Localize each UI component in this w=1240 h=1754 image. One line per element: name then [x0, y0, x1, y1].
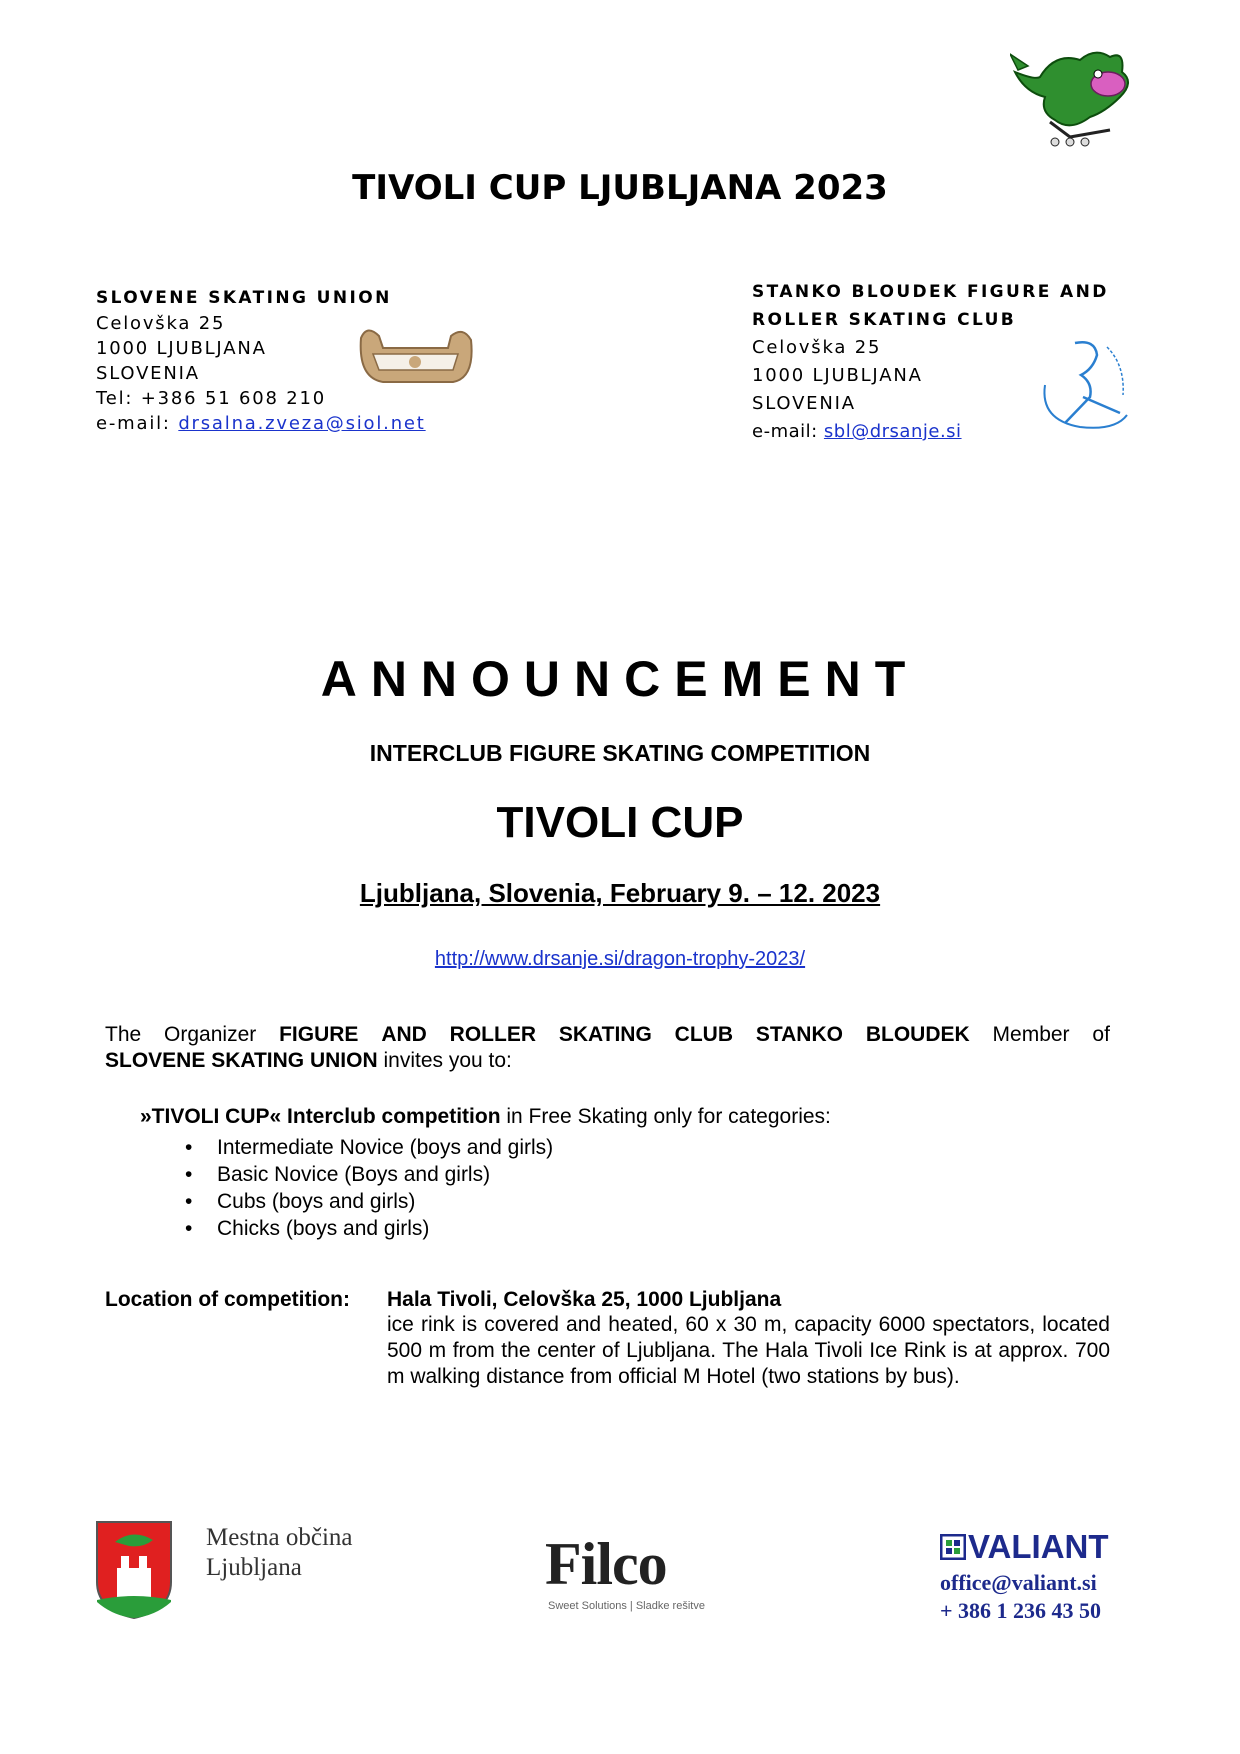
intro-word: FIGURE: [279, 1023, 359, 1046]
org-city: 1000 LJUBLJANA: [752, 365, 923, 386]
intro-word: Member: [992, 1023, 1070, 1046]
announcement-heading: ANNOUNCEMENT: [320, 651, 920, 707]
intro-line-1: [105, 1022, 1110, 1048]
intro-word: STANKO: [755, 1023, 843, 1046]
location-label: Location of competition:: [105, 1288, 350, 1311]
category-item: • Chicks (boys and girls): [185, 1215, 553, 1242]
valiant-icon: [940, 1534, 966, 1560]
intro-word: of: [1092, 1023, 1110, 1046]
dragon-mascot-logo: [1010, 42, 1150, 152]
category-item: • Cubs (boys and girls): [185, 1188, 553, 1215]
email-link[interactable]: drsalna.zveza@siol.net: [178, 413, 426, 434]
intro-word: The: [105, 1023, 142, 1046]
event-dates: Ljubljana, Slovenia, February 9. – 12. 2023: [359, 878, 881, 908]
intro-word: SKATING: [558, 1023, 652, 1046]
event-url-link[interactable]: http://www.drsanje.si/dragon-trophy-2023/: [434, 948, 806, 970]
email-link[interactable]: sbl@drsanje.si: [823, 421, 962, 442]
intro-word: AND: [381, 1023, 427, 1046]
org-email-line: [96, 411, 426, 436]
intro-invite: invites you to:: [377, 1049, 512, 1072]
valiant-phone: + 386 1 236 43 50: [940, 1598, 1102, 1623]
categories-list: [185, 1134, 553, 1242]
skating-union-logo: [353, 318, 478, 390]
categories-heading: [140, 1105, 831, 1129]
skater-club-logo: [1035, 335, 1135, 435]
org-country: SLOVENIA: [752, 393, 856, 414]
categories-heading-bold: »TIVOLI CUP« Interclub competition: [140, 1105, 501, 1128]
filco-tagline: Sweet Solutions | Sladke rešitve: [548, 1600, 705, 1612]
email-prefix: e-mail:: [752, 421, 824, 442]
valiant-name: VALIANT: [968, 1528, 1109, 1565]
union-name: SLOVENE SKATING UNION: [105, 1049, 378, 1072]
cup-title: TIVOLI CUP: [496, 798, 744, 847]
valiant-email: office@valiant.si: [940, 1570, 1097, 1595]
intro-word: Organizer: [164, 1023, 257, 1046]
valiant-sponsor: [940, 1528, 1109, 1624]
categories-heading-rest: in Free Skating only for categories:: [500, 1105, 831, 1128]
valiant-header: [940, 1528, 1109, 1566]
intro-word: CLUB: [674, 1023, 733, 1046]
category-item: • Basic Novice (Boys and girls): [185, 1161, 553, 1188]
org-name-line1: STANKO BLOUDEK FIGURE AND: [752, 282, 1109, 302]
intro-word: ROLLER: [449, 1023, 536, 1046]
org-country: SLOVENIA: [96, 363, 200, 384]
email-prefix: e-mail:: [96, 413, 179, 434]
org-street: Celovška 25: [752, 337, 882, 358]
intro-word: BLOUDEK: [865, 1023, 970, 1046]
location-description: ice rink is covered and heated, 60 x 30 m, capacity 6000 spectators, located 500 m from the center of Ljubljana. The Hala Tivoli Ice Rink is at approx. 700 m walking distance from official M Hotel (two stations by bus).: [387, 1313, 1110, 1388]
org-name: SLOVENE SKATING UNION: [96, 288, 392, 308]
org-tel: Tel: +386 51 608 210: [96, 388, 327, 409]
ljubljana-coat-of-arms: [95, 1520, 173, 1620]
ljubljana-text: [206, 1523, 352, 1583]
category-item: • Intermediate Novice (boys and girls): [185, 1134, 553, 1161]
event-url-line: [0, 948, 1240, 971]
intro-paragraph: [105, 1022, 1110, 1074]
city-line-2: Ljubljana: [206, 1554, 302, 1581]
org-street: Celovška 25: [96, 313, 226, 334]
city-line-1: Mestna občina: [206, 1524, 353, 1551]
location-venue: Hala Tivoli, Celovška 25, 1000 Ljubljana: [387, 1288, 782, 1311]
competition-subtitle: INTERCLUB FIGURE SKATING COMPETITION: [369, 740, 871, 766]
org-city: 1000 LJUBLJANA: [96, 338, 267, 359]
filco-logo: Filco: [545, 1531, 667, 1597]
intro-line-2: [105, 1048, 1110, 1074]
document-title: TIVOLI CUP LJUBLJANA 2023: [352, 168, 888, 208]
org-name-line2: ROLLER SKATING CLUB: [752, 310, 1017, 330]
